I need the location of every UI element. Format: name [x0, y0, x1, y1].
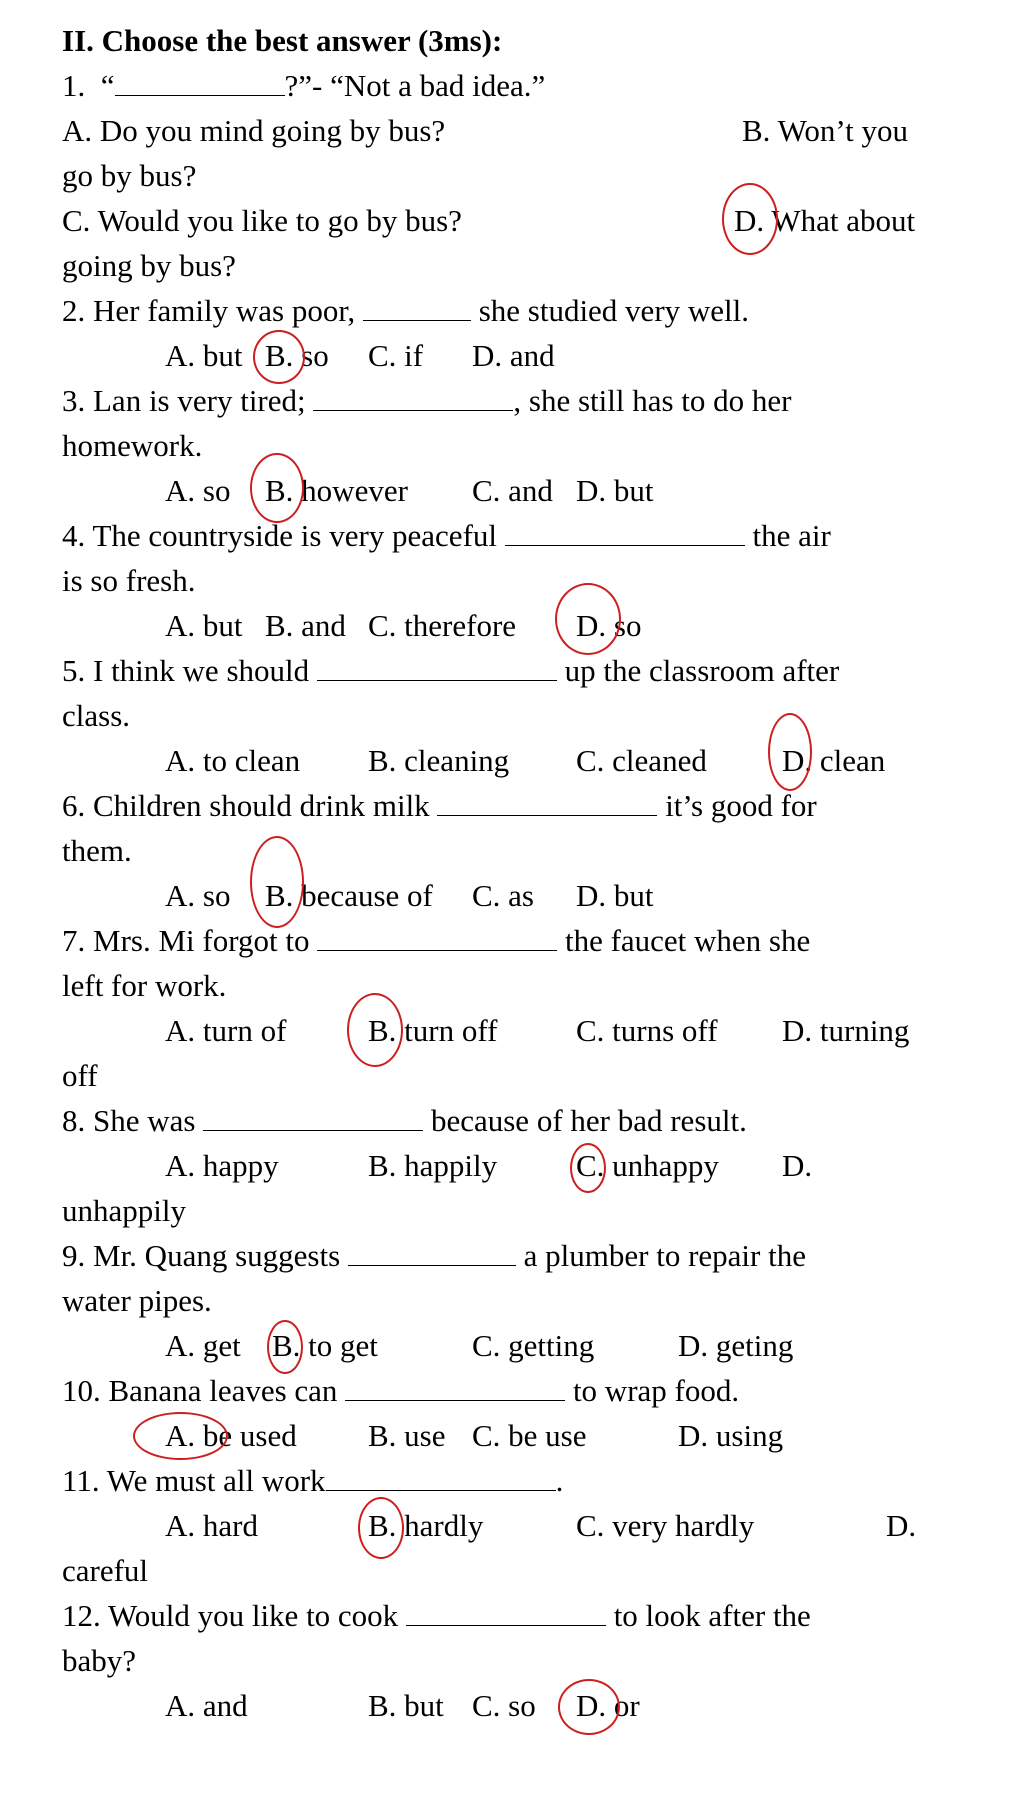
question-6-option-d: D. but	[576, 878, 654, 913]
answer-blank	[406, 1599, 606, 1626]
question-9-option-a: A. get	[165, 1328, 241, 1363]
question-10-stem	[62, 1372, 739, 1412]
question-11-stem	[62, 1462, 563, 1502]
answer-blank	[313, 384, 513, 411]
question-10-option-a: A. be used	[165, 1418, 297, 1453]
answer-blank	[505, 519, 745, 546]
question-12-stem	[62, 1597, 811, 1637]
question-7-stem	[62, 922, 810, 962]
question-8-option-b: B. happily	[368, 1148, 498, 1183]
question-11-stem-start: 11. We must all work	[62, 1463, 326, 1498]
answer-blank	[345, 1374, 565, 1401]
question-1-option-b: B. Won’t you	[742, 113, 909, 148]
question-11-option-c: C. very hardly	[576, 1508, 755, 1543]
question-10-stem-start: 10. Banana leaves can	[62, 1373, 346, 1408]
question-2-option-d: D. and	[472, 338, 555, 373]
question-9-stem-end: a plumber to repair the	[515, 1238, 806, 1273]
question-3-option-c: C. and	[472, 473, 553, 508]
question-5-stem	[62, 652, 839, 692]
question-10-option-b: B. use	[368, 1418, 446, 1453]
question-1-option-d: D. What about	[734, 203, 916, 238]
question-11-option-a: A. hard	[165, 1508, 258, 1543]
question-7-option-a: A. turn of	[165, 1013, 287, 1048]
question-8-options-cont: unhappily	[62, 1193, 186, 1228]
question-10-option-d: D. using	[678, 1418, 784, 1453]
question-4-option-a: A. but	[165, 608, 243, 643]
question-1-option-c: C. Would you like to go by bus?	[62, 203, 462, 238]
question-8-option-d: D.	[782, 1148, 813, 1183]
question-4-stem-start: 4. The countryside is very peaceful	[62, 518, 505, 553]
question-11-stem-end: .	[555, 1463, 564, 1498]
question-1-stem-start: 1. “	[62, 68, 115, 103]
question-11-options-cont: careful	[62, 1553, 149, 1588]
question-2-option-b: B. so	[265, 338, 329, 373]
question-6-stem-end: it’s good for	[657, 788, 817, 823]
question-2-stem-end: she studied very well.	[470, 293, 750, 328]
question-5-stem-start: 5. I think we should	[62, 653, 317, 688]
question-12-option-c: C. so	[472, 1688, 536, 1723]
question-6-stem-start: 6. Children should drink milk	[62, 788, 438, 823]
question-3-stem-end: , she still has to do her	[513, 383, 792, 418]
question-10-stem-end: to wrap food.	[565, 1373, 740, 1408]
question-7-option-d: D. turning	[782, 1013, 910, 1048]
question-5-stem-end: up the classroom after	[556, 653, 840, 688]
question-6-option-b: B. because of	[265, 878, 433, 913]
question-6-option-c: C. as	[472, 878, 534, 913]
question-1-option-b-cont: go by bus?	[62, 158, 197, 193]
question-8-stem-end: because of her bad result.	[423, 1103, 747, 1138]
question-7-option-c: C. turns off	[576, 1013, 718, 1048]
question-1-option-d-cont: going by bus?	[62, 248, 236, 283]
question-1-option-a: A. Do you mind going by bus?	[62, 113, 446, 148]
question-3-option-b: B. however	[265, 473, 408, 508]
question-3-stem-start: 3. Lan is very tired;	[62, 383, 314, 418]
question-6-stem-cont: them.	[62, 833, 132, 868]
question-8-stem-start: 8. She was	[62, 1103, 204, 1138]
question-3-stem-cont: homework.	[62, 428, 203, 463]
question-12-option-b: B. but	[368, 1688, 444, 1723]
answer-blank	[437, 789, 657, 816]
question-10-option-c: C. be use	[472, 1418, 587, 1453]
answer-blank	[326, 1464, 556, 1491]
answer-blank	[363, 294, 471, 321]
question-4-stem-cont: is so fresh.	[62, 563, 196, 598]
question-5-option-a: A. to clean	[165, 743, 301, 778]
section-title: II. Choose the best answer (3ms):	[62, 23, 503, 58]
question-3-stem	[62, 382, 792, 422]
question-4-stem-end: the air	[744, 518, 831, 553]
question-5-stem-cont: class.	[62, 698, 131, 733]
question-11-option-d: D.	[886, 1508, 917, 1543]
question-9-option-c: C. getting	[472, 1328, 595, 1363]
question-4-option-b: B. and	[265, 608, 346, 643]
question-12-stem-cont: baby?	[62, 1643, 137, 1678]
question-12-option-d: D. or	[576, 1688, 640, 1723]
answer-blank	[115, 69, 285, 96]
question-3-option-d: D. but	[576, 473, 654, 508]
question-4-option-c: C. therefore	[368, 608, 517, 643]
question-3-option-a: A. so	[165, 473, 231, 508]
question-8-option-c: C. unhappy	[576, 1148, 719, 1183]
question-6-stem	[62, 787, 817, 827]
answer-blank	[317, 924, 557, 951]
question-1-stem	[62, 67, 545, 107]
question-9-option-d: D. geting	[678, 1328, 794, 1363]
question-5-option-b: B. cleaning	[368, 743, 510, 778]
question-4-option-d: D. so	[576, 608, 642, 643]
question-8-stem	[62, 1102, 747, 1142]
question-2-option-c: C. if	[368, 338, 424, 373]
question-4-stem	[62, 517, 831, 557]
question-7-stem-cont: left for work.	[62, 968, 227, 1003]
question-11-option-b: B. hardly	[368, 1508, 484, 1543]
question-9-stem-start: 9. Mr. Quang suggests	[62, 1238, 348, 1273]
answer-blank	[348, 1239, 516, 1266]
question-9-stem-cont: water pipes.	[62, 1283, 212, 1318]
answer-blank	[203, 1104, 423, 1131]
question-7-options-cont: off	[62, 1058, 98, 1093]
question-2-stem	[62, 292, 749, 332]
question-7-stem-start: 7. Mrs. Mi forgot to	[62, 923, 318, 958]
question-2-option-a: A. but	[165, 338, 243, 373]
question-12-option-a: A. and	[165, 1688, 248, 1723]
question-12-stem-end: to look after the	[605, 1598, 811, 1633]
question-8-option-a: A. happy	[165, 1148, 279, 1183]
question-6-option-a: A. so	[165, 878, 231, 913]
question-7-option-b: B. turn off	[368, 1013, 498, 1048]
question-5-option-d: D. clean	[782, 743, 886, 778]
question-9-option-b: B. to get	[272, 1328, 378, 1363]
question-2-stem-start: 2. Her family was poor,	[62, 293, 363, 328]
question-1-stem-end: ?”- “Not a bad idea.”	[284, 68, 546, 103]
question-5-option-c: C. cleaned	[576, 743, 707, 778]
question-9-stem	[62, 1237, 806, 1277]
question-12-stem-start: 12. Would you like to cook	[62, 1598, 406, 1633]
question-7-stem-end: the faucet when she	[557, 923, 811, 958]
answer-blank	[317, 654, 557, 681]
